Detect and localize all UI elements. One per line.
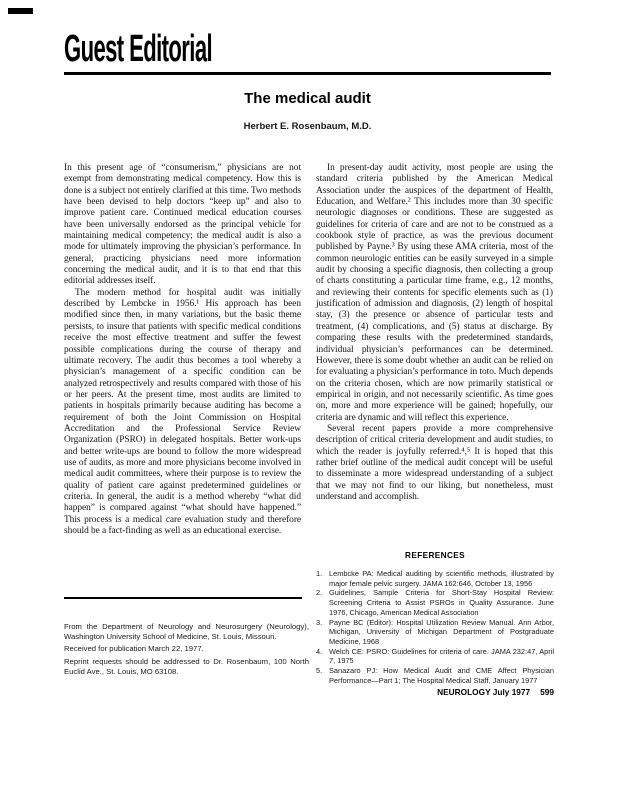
reference-item bbox=[316, 647, 554, 666]
paragraph: In this present age of “consumerism,” physicians are not exempt from demonstrating medical competency. How this is done is a subject not entirely clarified at this time. Two methods have been devised to help doctors “keep up” and also to improve patient care. Continued medical education courses have been universally endorsed as the principal vehicle for maintaining medical competency; the medical audit is also a mode for ultimately improving the physician’s performance. In general, practicing physicians need more information concerning the medical audit, and it is to that end that this editorial addresses itself. bbox=[64, 163, 301, 287]
reference-number: 2. bbox=[316, 588, 323, 598]
paragraph: Several recent papers provide a more comprehensive description of critical criteria development and audit studies, to which the reader is joyfully referred.⁴,⁵ It is hoped that this rather brief outline of the medical audit concept will be useful to disseminate a more widespread understanding of a subject that we may not find to our liking, but nonetheless, must understand and accomplish. bbox=[316, 423, 553, 502]
reference-item bbox=[316, 569, 554, 588]
page-number: 599 bbox=[540, 687, 554, 697]
scan-artifact-mark bbox=[8, 8, 33, 14]
reference-text: Guidelines, Sample Criteria for Short-Stay Hospital Review: Screening Criteria to Assist PSROs in Quality Assurance. June 1976, Chicago, American Medical Association bbox=[329, 588, 554, 617]
reference-text: Welch CE: PSRO: Guidelines for criteria of care. JAMA 232:47, April 7, 1975 bbox=[329, 646, 554, 666]
header-rule bbox=[64, 72, 551, 75]
footnote-reprint-requests: Reprint requests should be addressed to Dr. Rosenbaum, 100 North Euclid Ave., St. Louis, MO 63108. bbox=[64, 657, 309, 676]
references-heading: REFERENCES bbox=[405, 551, 465, 560]
reference-number: 3. bbox=[316, 617, 323, 627]
reference-number: 4. bbox=[316, 646, 323, 656]
footnote-received-date: Received for publication March 22, 1977. bbox=[64, 644, 204, 654]
left-column bbox=[64, 163, 301, 537]
journal-issue-label: NEUROLOGY July 1977 bbox=[437, 687, 531, 697]
footnote-rule bbox=[64, 597, 302, 599]
reference-number: 5. bbox=[316, 666, 323, 676]
footnotes bbox=[64, 622, 309, 680]
page-footer bbox=[316, 687, 554, 697]
paragraph: In present-day audit activity, most people are using the standard criteria published by the American Medical Association under the auspices of the department of Health, Education, and Welfare.² This includes more than 30 specific neurologic diagnoses or conditions. These are suggested as guidelines for criteria of care and are not to be construed as a cookbook style of practice, as was the previous document published by Payne.³ By using these AMA criteria, most of the common neurologic entities can be easily surveyed in a simple audit by choosing a specific diagnosis, then collecting a group of charts constituting a particular time frame, e.g., 12 months, and reviewing their contents for specific elements such as (1) justification of admission and diagnosis, (2) length of hospital stay, (3) the presence or absence of particular tests and treatment, (4) complications, and (5) status at discharge. By comparing these results with the predetermined standards, individual physician’s performances can be determined. However, there is some doubt whether an audit can be relied on for evaluating a physician’s performance in toto. Much depends on the criteria chosen, which are now primarily statistical or empirical in origin, and not necessarily scientific. As time goes on, more and more experience will be gained; hopefully, our criteria are dynamic and will reflect this experience. bbox=[316, 163, 553, 423]
reference-item bbox=[316, 618, 554, 647]
section-label: Guest Editorial bbox=[64, 28, 213, 70]
reference-item bbox=[316, 666, 554, 685]
reference-number: 1. bbox=[316, 569, 323, 578]
article-author: Herbert E. Rosenbaum, M.D. bbox=[243, 121, 372, 132]
article-title: The medical audit bbox=[244, 90, 371, 107]
footnote-affiliation: From the Department of Neurology and Neurosurgery (Neurology), Washington University School of Medicine, St. Louis, Missouri. bbox=[64, 622, 309, 641]
article-body bbox=[64, 163, 554, 537]
paragraph: The modern method for hospital audit was initially described by Lembcke in 1956.¹ His approach has been modified since then, in many variations, but the basic theme persists, to insure that patients with specific medical conditions receive the most effective treatment and suffer the fewest possible complications during the course of therapy and ultimate recovery. The audit thus becomes a tool whereby a physician’s management of a specific condition can be analyzed retrospectively and results compared with those of his or her peers. At the present time, most audits are limited to patients in hospitals primarily because auditing has become a requirement of both the Joint Commission on Hospital Accreditation and the Professional Service Review Organization (PSRO) in delegated hospitals. Better work-ups and better write-ups are bound to follow the more widespread use of audits, as more and more physicians become involved in medical audit committees, where their purpose is to review the quality of patient care against predetermined guidelines or criteria. In general, the audit is a method whereby “what did happen” is compared against “what should have happened.” This process is a medical care evaluation study and therefore should be a fact-finding as well as an educational exercise. bbox=[64, 287, 301, 536]
reference-item bbox=[316, 588, 554, 617]
references-section bbox=[316, 551, 554, 685]
reference-text: Sanazaro PJ: How Medical Audit and CME Affect Physician Performance—Part 1; The Hospital Medical Staff, January 1977 bbox=[329, 666, 554, 685]
right-column bbox=[316, 163, 553, 537]
reference-text: Payne BC (Editor): Hospital Utilization Review Manual. Ann Arbor, Michigan, University of Michigan Department of Postgraduate Medicine, 1968 bbox=[329, 617, 554, 646]
reference-text: Lembcke PA: Medical auditing by scientific methods, illustrated by major female pelvic surgery. JAMA 162:646, October 13, 1956 bbox=[329, 569, 554, 588]
